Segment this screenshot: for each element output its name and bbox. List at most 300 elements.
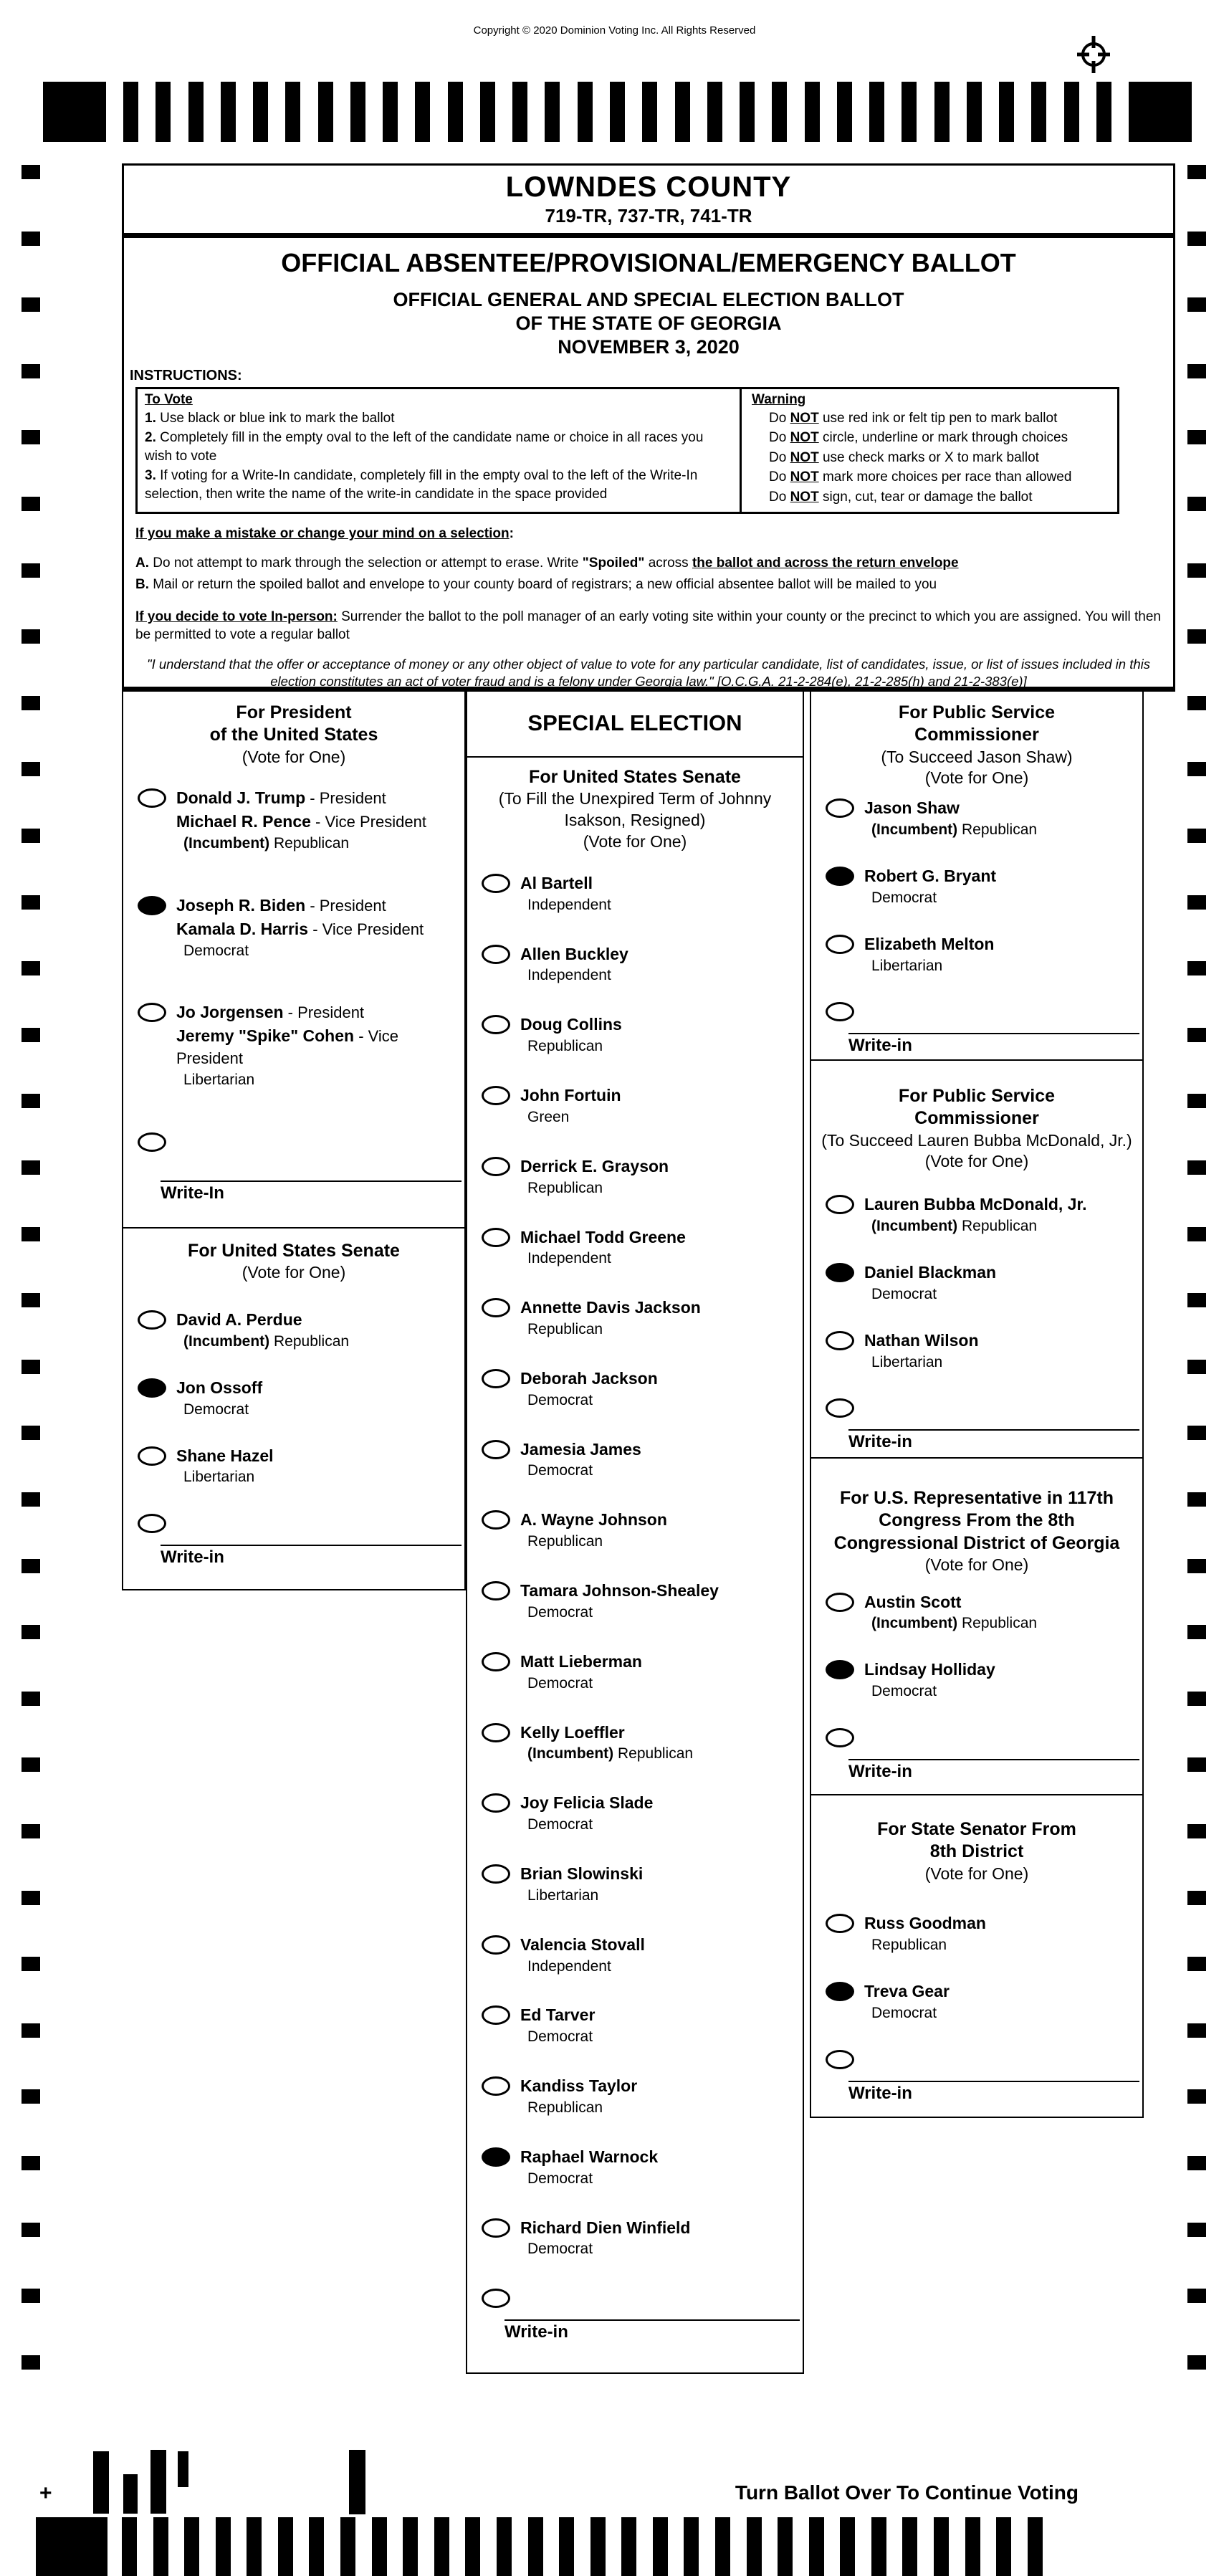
party-name: Democrat: [871, 2004, 937, 2021]
party-name: Green: [527, 1108, 570, 1125]
timing-bar: [122, 2517, 137, 2576]
mistake-instructions: [135, 525, 1162, 644]
write-in-line[interactable]: [848, 1759, 1139, 1760]
candidate-row: [811, 1658, 1142, 1702]
timing-square: [1187, 1227, 1206, 1241]
candidate-text: [520, 1438, 641, 1482]
candidate-row: [467, 2074, 803, 2118]
timing-bar: [621, 2517, 636, 2576]
candidate-name-line: [176, 1001, 464, 1024]
ballot-oval[interactable]: [482, 874, 510, 893]
timing-square: [21, 895, 40, 910]
candidate-party: [176, 1070, 464, 1090]
ballot-oval[interactable]: [482, 1298, 510, 1317]
candidate-party: [864, 2003, 950, 2023]
ballot-oval[interactable]: [826, 798, 854, 818]
candidate-name-line: [176, 810, 426, 834]
timing-square: [21, 1293, 40, 1307]
candidate-row: [811, 1912, 1142, 1955]
race-title-line: (Vote for One): [242, 1263, 346, 1282]
ballot-oval-filled[interactable]: [138, 896, 166, 915]
timing-square: [1187, 1426, 1206, 1440]
candidate-row: [467, 872, 803, 915]
race-title-line: (To Succeed Lauren Bubba McDonald, Jr.): [821, 1130, 1132, 1150]
candidate-name-line: [176, 917, 424, 941]
text-segment: Do: [769, 410, 790, 426]
candidate-party: [520, 1674, 642, 1694]
warning-instructions: [740, 387, 1119, 514]
write-in-line[interactable]: [161, 1545, 462, 1546]
race-title-line: 8th District: [929, 1841, 1024, 1862]
ballot-oval[interactable]: [482, 1369, 510, 1388]
write-in-oval[interactable]: [138, 1514, 166, 1533]
timing-bar: [805, 82, 820, 142]
race-title-line: For U.S. Representative in 117th: [839, 1488, 1114, 1508]
write-in-line[interactable]: [848, 1033, 1139, 1034]
timing-bar: [747, 2517, 762, 2576]
ballot-oval[interactable]: [826, 935, 854, 954]
timing-bar: [837, 82, 852, 142]
timing-bar: [740, 82, 755, 142]
ballot-oval[interactable]: [482, 1793, 510, 1813]
candidate-name-line: [520, 2216, 690, 2240]
text-segment: use red ink or felt tip pen to mark ballot: [818, 410, 1058, 426]
candidate-text: [520, 2216, 690, 2260]
candidate-party: [864, 1284, 996, 1304]
candidate-row: [467, 1650, 803, 1694]
timing-bar: [350, 82, 365, 142]
ballot-oval[interactable]: [482, 2218, 510, 2238]
write-in-block: [811, 1396, 1142, 1456]
party-name: Democrat: [183, 1401, 249, 1418]
candidate-party: [176, 1332, 349, 1352]
candidate-name: Lauren Bubba McDonald, Jr.: [864, 1195, 1087, 1214]
text-segment: A.: [135, 555, 149, 571]
election-title-line: NOVEMBER 3, 2020: [558, 335, 740, 358]
party-name: Libertarian: [183, 1071, 255, 1088]
ballot-oval[interactable]: [482, 1086, 510, 1105]
timing-bar: [403, 2517, 418, 2576]
timing-square: [1187, 1492, 1206, 1507]
candidate-party: [520, 1107, 621, 1127]
timing-bar: [578, 82, 593, 142]
candidate-name: Jason Shaw: [864, 798, 960, 818]
candidate-row: [811, 1980, 1142, 2023]
party-name: Republican: [274, 834, 350, 851]
alignment-plus-mark: +: [39, 2481, 52, 2505]
write-in-line[interactable]: [848, 2081, 1139, 2082]
candidate-row: [467, 1721, 803, 1765]
timing-square: [21, 2223, 40, 2237]
candidate-party: [520, 1178, 669, 1198]
text-segment: NOT: [790, 469, 819, 485]
candidate-name-line: [176, 786, 426, 810]
candidate-party: [520, 1957, 645, 1977]
write-in-line[interactable]: [848, 1429, 1139, 1431]
timing-square: [1187, 1293, 1206, 1307]
candidate-name: Valencia Stovall: [520, 1935, 645, 1954]
ballot-oval[interactable]: [482, 1581, 510, 1601]
write-in-oval[interactable]: [826, 1002, 854, 1021]
timing-bar: [318, 82, 333, 142]
candidate-name: Shane Hazel: [176, 1446, 274, 1465]
ballot-oval-filled[interactable]: [826, 1660, 854, 1679]
county-band: [124, 166, 1173, 238]
text-segment: If you decide to vote In-person:: [135, 609, 338, 625]
candidate-row: [467, 1226, 803, 1269]
ballot-oval[interactable]: [482, 1015, 510, 1034]
timing-bar: [309, 2517, 324, 2576]
text-segment: across: [644, 555, 692, 571]
candidate-text: [520, 1933, 645, 1977]
ballot-oval[interactable]: [138, 1003, 166, 1022]
candidate-party: [520, 1249, 686, 1269]
write-in-block: [123, 1130, 464, 1208]
ballot-oval[interactable]: [138, 1446, 166, 1466]
write-in-row: [123, 1130, 464, 1152]
timing-square: [1187, 961, 1206, 975]
race-us-senate-special: [466, 692, 804, 2374]
ballot-oval[interactable]: [482, 1723, 510, 1742]
candidate-row: [467, 1296, 803, 1340]
candidate-name: A. Wayne Johnson: [520, 1510, 667, 1530]
special-election-header: SPECIAL ELECTION: [467, 692, 803, 758]
timing-bar: [902, 82, 917, 142]
candidate-name-line: [520, 1367, 658, 1390]
party-name: Republican: [962, 821, 1038, 839]
timing-bar: [934, 2517, 949, 2576]
timing-bar: [809, 2517, 824, 2576]
ballot-oval[interactable]: [826, 1593, 854, 1612]
candidate-name: Michael R. Pence: [176, 812, 311, 831]
candidate-name-line: [176, 1376, 262, 1400]
candidate-row: [467, 2145, 803, 2189]
timing-bar: [285, 82, 300, 142]
mistake-item-a: [135, 555, 1162, 573]
ballot-oval[interactable]: [482, 2076, 510, 2096]
race-title-line: (To Succeed Jason Shaw): [881, 747, 1073, 766]
timing-marks-bottom: [36, 2517, 1043, 2576]
ballot-oval[interactable]: [482, 1440, 510, 1459]
candidate-name-line: [520, 1508, 667, 1532]
candidate-row: [811, 864, 1142, 908]
ballot-oval[interactable]: [482, 945, 510, 964]
candidate-name: Matt Lieberman: [520, 1651, 642, 1671]
timing-square: [21, 1492, 40, 1507]
timing-square: [1187, 829, 1206, 843]
candidate-name: Tamara Johnson-Shealey: [520, 1581, 719, 1601]
timing-square: [1187, 762, 1206, 776]
timing-square: [21, 2289, 40, 2303]
text-segment: Completely fill in the empty oval to the left of the candidate name or choice in all races you wish to vote: [145, 430, 704, 464]
text-segment: 3.: [145, 468, 156, 484]
text-segment: NOT: [790, 430, 819, 446]
text-segment: B.: [135, 577, 149, 593]
candidate-text: [520, 943, 628, 986]
write-in-oval[interactable]: [138, 1132, 166, 1152]
candidate-text: [520, 1508, 667, 1552]
timing-square: [21, 1160, 40, 1175]
timing-square: [1187, 364, 1206, 378]
party-name: Libertarian: [871, 1353, 943, 1370]
election-title-line: OF THE STATE OF GEORGIA: [515, 312, 782, 334]
timing-square: [1187, 430, 1206, 444]
candidate-row: [811, 1193, 1142, 1236]
timing-square: [1187, 1824, 1206, 1838]
write-in-label: Write-in: [848, 1432, 912, 1452]
incumbent-label: (Incumbent): [527, 1745, 618, 1762]
candidate-text: [520, 2074, 637, 2118]
timing-square: [1187, 497, 1206, 511]
to-vote-item: [145, 409, 732, 427]
race-title: [811, 1061, 1142, 1173]
timing-bar: [512, 82, 527, 142]
candidate-text: [864, 1658, 995, 1702]
party-name: Democrat: [527, 1462, 593, 1479]
candidate-party: [520, 1744, 693, 1764]
ballot-oval-filled[interactable]: [826, 1982, 854, 2001]
timing-square: [21, 1559, 40, 1573]
race-title: [123, 692, 464, 768]
candidate-text: [520, 872, 611, 915]
timing-bar: [590, 2517, 606, 2576]
candidate-text: [864, 864, 996, 908]
timing-square: [1187, 1360, 1206, 1374]
ballot-oval-filled[interactable]: [826, 867, 854, 886]
race-title-line: (Vote for One): [583, 832, 687, 851]
ballot-oval-filled[interactable]: [138, 1378, 166, 1398]
candidate-party: [176, 834, 426, 854]
candidate-party: [176, 1467, 274, 1487]
party-name: Republican: [527, 1038, 603, 1055]
candidate-text: [520, 1084, 621, 1127]
candidate-text: [520, 1721, 693, 1765]
ballot-oval[interactable]: [482, 2005, 510, 2025]
ballot-oval-filled[interactable]: [826, 1263, 854, 1282]
timing-bar: [528, 2517, 543, 2576]
write-in-oval[interactable]: [826, 1728, 854, 1747]
to-vote-instructions: [135, 387, 742, 514]
candidate-text: [864, 796, 1037, 840]
candidate-name: Jeremy "Spike" Cohen: [176, 1026, 355, 1046]
turn-ballot-over-text: Turn Ballot Over To Continue Voting: [735, 2481, 1079, 2504]
candidate-row: [811, 1590, 1142, 1634]
candidate-name: Nathan Wilson: [864, 1330, 979, 1350]
candidate-party: [864, 956, 994, 976]
candidate-row: [467, 943, 803, 986]
write-in-oval[interactable]: [826, 1398, 854, 1418]
candidate-name-line: [520, 1862, 643, 1886]
incumbent-label: (Incumbent): [183, 1332, 274, 1350]
write-in-label: Write-in: [161, 1547, 224, 1568]
timing-bar: [1064, 82, 1079, 142]
timing-square: [1187, 1891, 1206, 1905]
candidate-name-line: [520, 1933, 645, 1957]
warning-item: [769, 488, 1110, 506]
write-in-oval[interactable]: [826, 2050, 854, 2069]
ballot-oval[interactable]: [826, 1195, 854, 1214]
candidate-name-line: [520, 1226, 686, 1249]
incumbent-label: (Incumbent): [871, 821, 962, 839]
timing-bar: [871, 2517, 886, 2576]
timing-marks-top: [43, 82, 1192, 142]
timing-bar: [1096, 82, 1111, 142]
write-in-block: [811, 1726, 1142, 1786]
candidate-party: [520, 2098, 637, 2118]
timing-square: [1187, 1692, 1206, 1706]
race-psc-shaw: [810, 692, 1144, 1061]
party-name: Democrat: [527, 1816, 593, 1833]
race-title: [811, 1459, 1142, 1576]
party-name: Libertarian: [871, 957, 943, 974]
write-in-oval[interactable]: [482, 2289, 510, 2308]
candidate-text: [864, 1590, 1037, 1634]
candidate-party: [864, 888, 996, 908]
barcode-bar: [150, 2450, 166, 2514]
race-title: [467, 758, 803, 853]
to-vote-title: To Vote: [145, 391, 193, 407]
write-in-line[interactable]: [161, 1180, 462, 1182]
candidate-name: Jon Ossoff: [176, 1378, 263, 1397]
text-segment: Do: [769, 469, 790, 485]
text-segment: :: [509, 526, 514, 542]
write-in-row: [811, 2048, 1142, 2069]
timing-bar: [772, 82, 787, 142]
candidate-name: Deborah Jackson: [520, 1368, 658, 1388]
candidate-party: [520, 1036, 622, 1056]
write-in-label: Write-in: [848, 1036, 912, 1056]
candidate-text: [520, 2003, 595, 2047]
candidate-party: [864, 1613, 1037, 1633]
timing-bar: [340, 2517, 355, 2576]
candidate-row: [467, 1013, 803, 1056]
text-segment: Do: [769, 430, 790, 446]
timing-bar: [465, 2517, 480, 2576]
race-title-line: Commissioner: [914, 725, 1039, 745]
candidate-office-suffix: - President: [305, 789, 386, 808]
warning-title: Warning: [752, 391, 806, 407]
party-name: Democrat: [871, 1683, 937, 1700]
ballot-oval[interactable]: [482, 1652, 510, 1671]
ballot-oval[interactable]: [826, 1331, 854, 1350]
candidate-row: [467, 1155, 803, 1198]
candidate-party: [520, 1461, 641, 1481]
candidate-text: [520, 1791, 653, 1835]
timing-square: [1187, 2355, 1206, 2370]
timing-bar: [415, 82, 430, 142]
incumbent-label: (Incumbent): [183, 834, 274, 851]
party-name: Independent: [527, 896, 611, 913]
candidate-text: [520, 1650, 642, 1694]
timing-square: [21, 1227, 40, 1241]
timing-bar: [840, 2517, 855, 2576]
ballot-oval[interactable]: [482, 1864, 510, 1884]
timing-square: [21, 1028, 40, 1042]
candidate-row: [467, 1791, 803, 1835]
timing-square: [1187, 1625, 1206, 1639]
timing-square: [21, 165, 40, 179]
candidate-row: [123, 1376, 464, 1420]
candidate-row: [123, 786, 464, 854]
ballot-oval[interactable]: [138, 788, 166, 808]
candidate-name: Jo Jorgensen: [176, 1003, 284, 1022]
text-segment: circle, underline or mark through choices: [818, 430, 1068, 446]
race-title-line: (Vote for One): [924, 1864, 1029, 1883]
timing-square: [21, 430, 40, 444]
write-in-row: [811, 1726, 1142, 1747]
candidate-party: [864, 1681, 995, 1702]
candidate-name-line: [864, 1261, 996, 1284]
candidate-name-line: [520, 1791, 653, 1815]
party-name: Republican: [527, 2099, 603, 2116]
ballot-oval-filled[interactable]: [482, 2147, 510, 2167]
candidate-name-line: [864, 1912, 986, 1935]
candidate-row: [467, 2216, 803, 2260]
race-state-senator-8th: [810, 1795, 1144, 2118]
candidate-name-line: [864, 864, 996, 888]
write-in-line[interactable]: [504, 2319, 800, 2321]
party-name: Independent: [527, 1957, 611, 1975]
timing-square: [21, 1692, 40, 1706]
candidate-name: Russ Goodman: [864, 1914, 986, 1933]
timing-bar: [434, 2517, 449, 2576]
timing-bar: [559, 2517, 574, 2576]
candidate-name-line: [176, 1024, 464, 1070]
candidate-text: [520, 1226, 686, 1269]
race-title-line: (Vote for One): [924, 768, 1029, 788]
timing-square: [1187, 895, 1206, 910]
party-name: Republican: [618, 1745, 694, 1762]
mistake-item-b: [135, 576, 1162, 594]
ballot-oval[interactable]: [826, 1914, 854, 1933]
timing-square: [21, 232, 40, 246]
party-name: Democrat: [527, 2170, 593, 2187]
copyright-line: Copyright © 2020 Dominion Voting Inc. All Rights Reserved: [473, 24, 756, 37]
timing-bar: [1031, 82, 1046, 142]
fraud-notice: "I understand that the offer or acceptance of money or any other object of value to vote for any particular candidate, list of candidates, issue, or list of issues included in this election constitutes an act of voter fraud and is a felony under Georgia law." [O.C.G.A. 21-2-284(e), 21-2-285(h) and 21-2-383(e)]: [147, 656, 1150, 690]
write-in-label: Write-in: [504, 2322, 568, 2342]
candidate-name: Allen Buckley: [520, 944, 628, 963]
candidate-office-suffix: - President: [283, 1003, 365, 1022]
candidate-row: [123, 1444, 464, 1488]
write-in-block: [811, 2048, 1142, 2108]
candidate-name-line: [520, 1013, 622, 1036]
candidate-party: [520, 2169, 658, 2189]
race-title-line: For Public Service: [898, 1086, 1056, 1106]
ballot-oval[interactable]: [482, 1510, 510, 1530]
candidate-text: [520, 1296, 701, 1340]
timing-square: [21, 961, 40, 975]
timing-square: [21, 1757, 40, 1772]
candidate-text: [520, 2145, 658, 2189]
ballot-oval[interactable]: [482, 1228, 510, 1247]
precinct-codes: 719-TR, 737-TR, 741-TR: [545, 205, 752, 226]
party-name: Democrat: [527, 1603, 593, 1621]
ballot-oval[interactable]: [482, 1157, 510, 1176]
timing-bar: [156, 82, 171, 142]
candidate-name-line: [520, 1721, 693, 1745]
timing-square: [1187, 2289, 1206, 2303]
candidate-party: [176, 1400, 262, 1420]
text-segment: Do: [769, 449, 790, 465]
candidate-text: [520, 1367, 658, 1411]
race-title-line: (To Fill the Unexpired Term of Johnny: [498, 789, 772, 808]
ballot-oval[interactable]: [482, 1935, 510, 1955]
race-title-line: For United States Senate: [188, 1241, 400, 1261]
party-name: Independent: [527, 967, 611, 984]
ballot-oval[interactable]: [138, 1310, 166, 1330]
timing-bar: [653, 2517, 668, 2576]
